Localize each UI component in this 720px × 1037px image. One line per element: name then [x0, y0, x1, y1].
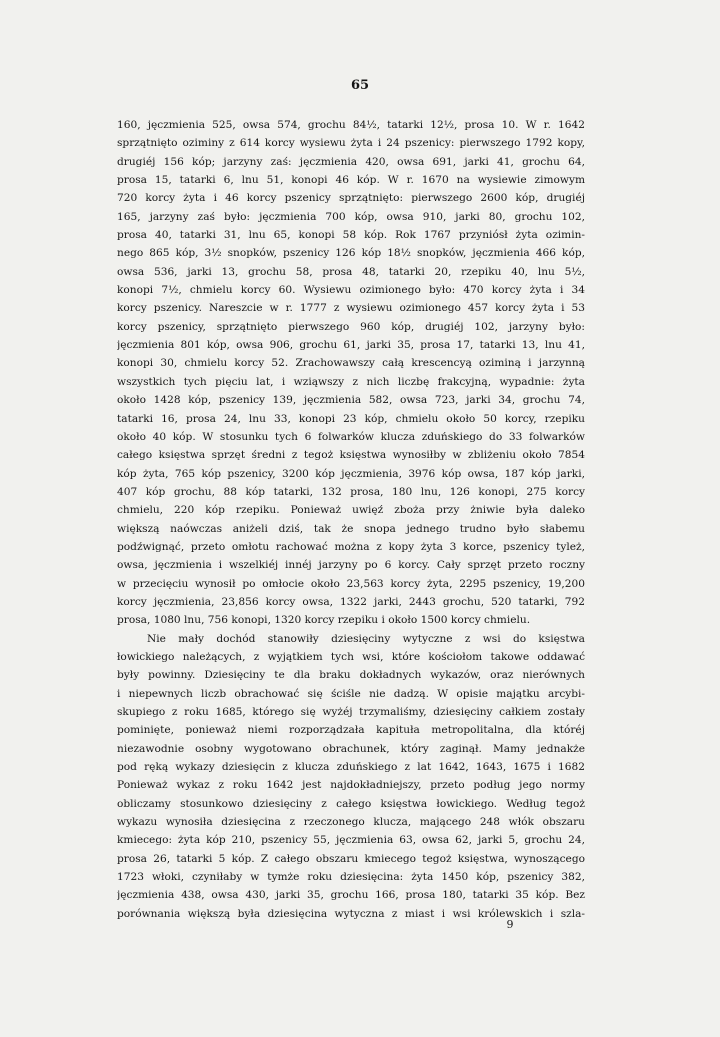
text-line: konopi 7½, chmielu korcy 60. Wysiewu ozimionego było: 470 korcy żyta i 34 [117, 284, 585, 297]
text-line: niezawodnie osobny wygotowano obrachunek, który zaginął. Mamy jednakże [117, 742, 585, 755]
text-line: korcy pszenicy, sprzątnięto pierwszego 960 kóp, drugiéj 102, jarzyny było: [117, 320, 585, 333]
text-line: tatarki 16, prosa 24, lnu 33, konopi 23 kóp, chmielu około 50 korcy, rzepiku [117, 412, 585, 425]
text-line: konopi 30, chmielu korcy 52. Zrachowawszy całą krescencyą oziminą i jarzynną [117, 357, 585, 370]
text-line: były powinny. Dziesięciny te dla braku dokładnych wykazów, oraz nierównych [117, 669, 585, 682]
text-line: chmielu, 220 kóp rzepiku. Ponieważ uwięź zboża przy żniwie była daleko [117, 504, 585, 517]
text-line: Nie mały dochód stanowiły dziesięciny wytyczne z wsi do księstwa [147, 632, 585, 645]
text-line: porównania większą była dziesięcina wytyczna z miast i wsi królewskich i szla- [117, 907, 585, 920]
text-line: wszystkich tych pięciu lat, i wziąwszy z nich liczbę frakcyjną, wypadnie: żyta [117, 375, 585, 388]
text-line: owsa, jęczmienia i wszelkiéj innéj jarzyny po 6 korcy. Cały sprzęt przeto roczny [117, 559, 585, 572]
text-line: jęczmienia 438, owsa 430, jarki 35, grochu 166, prosa 180, tatarki 35 kóp. Bez [117, 889, 585, 902]
text-line: całego księstwa sprzęt średni z tegoż księstwa wynosiłby w zbliżeniu około 7854 [117, 449, 585, 462]
text-line: kóp żyta, 765 kóp pszenicy, 3200 kóp jęczmienia, 3976 kóp owsa, 187 kóp jarki, [117, 467, 585, 480]
text-line: pod ręką wykazy dziesięcin z klucza zduńskiego z lat 1642, 1643, 1675 i 1682 [117, 761, 585, 774]
text-line: drugiéj 156 kóp; jarzyny zaś: jęczmienia 420, owsa 691, jarki 41, grochu 64, [117, 155, 585, 168]
text-line: kmiecego: żyta kóp 210, pszenicy 55, jęczmienia 63, owsa 62, jarki 5, grochu 24, [117, 834, 585, 847]
text-line: nego 865 kóp, 3½ snopków, pszenicy 126 kóp 18½ snopków, jęczmienia 466 kóp, [117, 247, 585, 260]
text-line: wykazu wynosiła dziesięcina z rzeczonego klucza, mającego 248 włók obszaru [117, 816, 585, 829]
text-line: większą naówczas aniżeli dziś, tak że snopa jednego trudno było słabemu [117, 522, 585, 535]
text-line: 407 kóp grochu, 88 kóp tatarki, 132 prosa, 180 lnu, 126 konopi, 275 korcy [117, 485, 585, 498]
text-line: 1723 włoki, czyniłaby w tymże roku dziesięcina: żyta 1450 kóp, pszenicy 382, [117, 871, 585, 884]
text-line: około 40 kóp. W stosunku tych 6 folwarków klucza zduńskiego do 33 folwarków [117, 430, 585, 443]
text-line: około 1428 kóp, pszenicy 139, jęczmienia 582, owsa 723, jarki 34, grochu 74, [117, 394, 585, 407]
signature-mark: 9 [506, 918, 514, 931]
text-line: 165, jarzyny zaś było: jęczmienia 700 kóp, owsa 910, jarki 80, grochu 102, [117, 210, 585, 223]
text-line: i niepewnych liczb obrachować się ściśle nie dadzą. W opisie majątku arcybi- [117, 687, 585, 700]
text-line: podźwignąć, przeto omłotu rachować można z kopy żyta 3 korce, pszenicy tyleż, [117, 540, 585, 553]
text-line: korcy pszenicy. Nareszcie w r. 1777 z wysiewu ozimionego 457 korcy żyta i 53 [117, 302, 585, 315]
text-line: jęczmienia 801 kóp, owsa 906, grochu 61, jarki 35, prosa 17, tatarki 13, lnu 41, [117, 339, 585, 352]
text-line: pominięte, ponieważ niemi rozporządzała kapituła metropolitalna, dla któréj [117, 724, 585, 737]
text-line: Ponieważ wykaz z roku 1642 jest najdokładniejszy, przeto podług jego normy [117, 779, 585, 792]
page-number: 65 [350, 78, 370, 93]
text-line: prosa 40, tatarki 31, lnu 65, konopi 58 kóp. Rok 1767 przyniósł żyta ozimin- [117, 229, 585, 242]
text-line: w przecięciu wynosił po omłocie około 23,563 korcy żyta, 2295 pszenicy, 19,200 [117, 577, 585, 590]
text-line: prosa 15, tatarki 6, lnu 51, konopi 46 kóp. W r. 1670 na wysiewie zimowym [117, 174, 585, 187]
text-line: korcy jęczmienia, 23,856 korcy owsa, 1322 jarki, 2443 grochu, 520 tatarki, 792 [117, 595, 585, 608]
text-line: 160, jęczmienia 525, owsa 574, grochu 84½, tatarki 12½, prosa 10. W r. 1642 [117, 119, 585, 131]
text-line: prosa, 1080 lnu, 756 konopi, 1320 korcy rzepiku i około 1500 korcy chmielu. [117, 614, 531, 627]
text-line: prosa 26, tatarki 5 kóp. Z całego obszaru kmiecego tegoż księstwa, wynoszącego [117, 852, 585, 865]
text-line: łowickiego należących, z wyjątkiem tych wsi, które kościołom takowe oddawać [117, 650, 585, 663]
text-line: 720 korcy żyta i 46 korcy pszenicy sprzątnięto: pierwszego 2600 kóp, drugiéj [117, 192, 585, 205]
text-line: obliczamy stosunkowo dziesięciny z całego księstwa łowickiego. Według tegoż [117, 797, 585, 810]
body-text [117, 116, 585, 923]
text-line: owsa 536, jarki 13, grochu 58, prosa 48, tatarki 20, rzepiku 40, lnu 5½, [117, 265, 585, 278]
text-line: skupiego z roku 1685, którego się wyżéj trzymaliśmy, dziesięciny całkiem zostały [117, 706, 585, 718]
text-line: sprzątnięto oziminy z 614 korcy wysiewu żyta i 24 pszenicy: pierwszego 1792 kopy, [117, 137, 585, 150]
